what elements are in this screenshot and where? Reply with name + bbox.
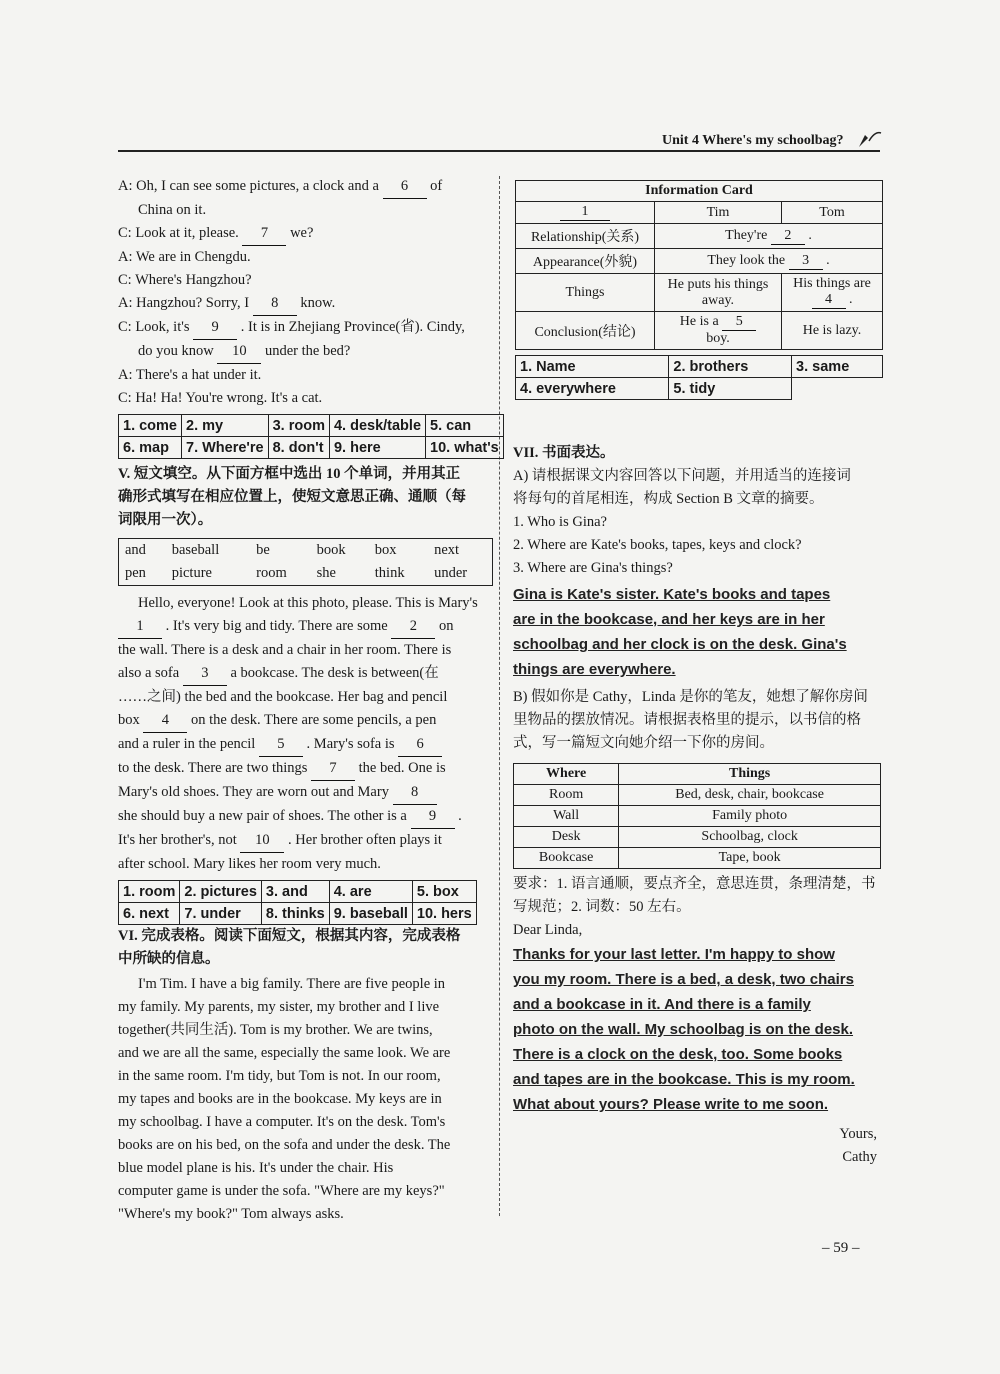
answer-blank: 4 bbox=[143, 709, 187, 733]
line-text: . It's very big and tidy. There are some bbox=[162, 618, 392, 634]
section-5 bbox=[118, 463, 493, 925]
passage-line bbox=[118, 805, 493, 829]
passage-line bbox=[118, 709, 493, 733]
card-things-label: Things bbox=[516, 274, 655, 312]
answer-blank: 3 bbox=[183, 662, 227, 686]
table-cell: Desk bbox=[514, 827, 619, 848]
letter-line: you my room. There is a bed, a desk, two chairs bbox=[513, 971, 854, 988]
dialogue-line bbox=[118, 199, 493, 222]
answer-cell: 10. what's bbox=[426, 437, 504, 459]
line-text: the bed. One is bbox=[355, 760, 446, 776]
word-box-word: picture bbox=[171, 565, 212, 581]
answer-cell: 5. tidy bbox=[669, 378, 792, 400]
passage-line: books are on his bed, on the sofa and under the desk. The bbox=[118, 1137, 451, 1153]
card-appearance-text: They look the bbox=[707, 252, 789, 268]
handwritten-answer-line: schoolbag and her clock is on the desk. Gina's bbox=[513, 636, 847, 653]
line-text: C: Look at it, please. bbox=[118, 225, 243, 241]
line-text: Mary's old shoes. They are worn out and Mary bbox=[118, 784, 393, 800]
answer-cell: 2. pictures bbox=[180, 881, 262, 903]
section-5-title-2: 确形式填写在相应位置上，使短文意思正确、通顺（每 bbox=[118, 489, 466, 505]
table-row bbox=[514, 806, 881, 827]
handwritten-answer-line: are in the bookcase, and her keys are in her bbox=[513, 611, 825, 628]
passage-line bbox=[118, 853, 493, 876]
line-text: A: Oh, I can see some pictures, a clock and a bbox=[118, 178, 383, 194]
running-header: Unit 4 Where's my schoolbag? bbox=[662, 133, 844, 148]
passage-line bbox=[118, 615, 493, 639]
table-cell: Bed, desk, chair, bookcase bbox=[619, 785, 881, 806]
line-text: of bbox=[426, 178, 443, 194]
section-5-title-3: 词限用一次）。 bbox=[118, 512, 213, 528]
word-box bbox=[118, 538, 493, 586]
answer-cell: 4. everywhere bbox=[516, 378, 669, 400]
line-text: C: Where's Hangzhou? bbox=[118, 272, 252, 288]
dialogue-line bbox=[118, 387, 493, 410]
card-conclusion-label: Conclusion(结论) bbox=[516, 312, 655, 350]
table-header: Things bbox=[619, 764, 881, 785]
answer-blank: 8 bbox=[393, 781, 437, 805]
answer-cell: 1. come bbox=[119, 415, 182, 437]
passage-line: "Where's my book?" Tom always asks. bbox=[118, 1206, 344, 1222]
line-text: under the bed? bbox=[261, 343, 351, 359]
word-box-word: be bbox=[256, 542, 270, 558]
section-6-answer-table bbox=[515, 355, 883, 400]
passage-line bbox=[118, 757, 493, 781]
answer-blank: 5 bbox=[259, 733, 303, 757]
letter-line: Thanks for your last letter. I'm happy to show bbox=[513, 946, 835, 963]
answer-cell: 1. room bbox=[119, 881, 180, 903]
answer-cell: 9. baseball bbox=[329, 903, 412, 925]
line-text: . Her brother often plays it bbox=[284, 832, 442, 848]
passage-line: I'm Tim. I have a big family. There are five people in bbox=[138, 976, 446, 992]
instruction-line: 式，写一篇短文向她介绍一下你的房间。 bbox=[513, 735, 774, 751]
answer-cell: 2. my bbox=[182, 415, 269, 437]
answer-cell: 3. same bbox=[792, 356, 883, 378]
answer-blank: 10 bbox=[240, 829, 284, 853]
dialogue-line bbox=[118, 175, 493, 199]
line-text: also a sofa bbox=[118, 665, 183, 681]
card-things-tom: His things are bbox=[793, 276, 871, 291]
passage-line: and we are all the same, especially the same look. We are bbox=[118, 1045, 451, 1061]
line-text: after school. Mary likes her room very much. bbox=[118, 856, 381, 872]
word-box-word: baseball bbox=[171, 542, 220, 558]
dialogue-line bbox=[118, 269, 493, 292]
requirement-line: 写规范；2. 词数：50 左右。 bbox=[513, 899, 691, 915]
line-text: China on it. bbox=[138, 202, 207, 218]
answer-cell: 6. map bbox=[119, 437, 182, 459]
word-box-word: pen bbox=[125, 565, 146, 581]
passage-line: my schoolbag. I have a computer. It's on the desk. Tom's bbox=[118, 1114, 446, 1130]
table-row bbox=[514, 848, 881, 869]
line-text: and a ruler in the pencil bbox=[118, 736, 259, 752]
passage-line: blue model plane is his. It's under the chair. His bbox=[118, 1160, 394, 1176]
section-6-title-2: 中所缺的信息。 bbox=[118, 951, 220, 967]
passage-line: in the same room. I'm tidy, but Tom is not. In our room, bbox=[118, 1068, 441, 1084]
answer-cell: 8. don't bbox=[268, 437, 329, 459]
section-6-title: VI. 完成表格。阅读下面短文，根据其内容，完成表格 bbox=[118, 928, 461, 944]
table-row bbox=[514, 827, 881, 848]
card-title: Information Card bbox=[516, 181, 883, 202]
table-cell: Wall bbox=[514, 806, 619, 827]
answer-blank: 7 bbox=[242, 222, 286, 246]
answer-blank: 6 bbox=[398, 733, 442, 757]
passage-line: computer game is under the sofa. "Where are my keys?" bbox=[118, 1183, 445, 1199]
line-text: a bookcase. The desk is between(在 bbox=[226, 665, 439, 681]
table-cell: Room bbox=[514, 785, 619, 806]
answer-blank: 1 bbox=[118, 615, 162, 639]
answer-cell: 7. under bbox=[180, 903, 262, 925]
dialogue-line bbox=[118, 316, 493, 340]
header-rule bbox=[118, 150, 880, 152]
passage-line bbox=[118, 829, 493, 853]
passage-line: my tapes and books are in the bookcase. My keys are in bbox=[118, 1091, 442, 1107]
dialogue-answer-table bbox=[118, 414, 504, 459]
instruction-line: 里物品的摆放情况。请根据表格里的提示，以书信的格 bbox=[513, 712, 861, 728]
passage-line bbox=[118, 662, 493, 686]
card-conclusion-tim: He is a bbox=[679, 314, 723, 329]
page-number: – 59 – bbox=[822, 1240, 860, 1256]
pen-icon bbox=[857, 129, 883, 149]
section-5-answer-table bbox=[118, 880, 477, 925]
answer-cell: 6. next bbox=[119, 903, 180, 925]
instruction-line: 将每句的首尾相连，构成 Section B 文章的摘要。 bbox=[513, 491, 824, 507]
room-things-table bbox=[513, 763, 881, 869]
dialogue-line bbox=[118, 246, 493, 269]
line-text: C: Ha! Ha! You're wrong. It's a cat. bbox=[118, 390, 323, 406]
letter-line: and a bookcase in it. And there is a family bbox=[513, 996, 811, 1013]
question: 1. Who is Gina? bbox=[513, 514, 607, 530]
letter-closing: Yours, bbox=[839, 1126, 877, 1142]
card-things-tim: He puts his things away. bbox=[655, 274, 782, 312]
line-text: to the desk. There are two things bbox=[118, 760, 312, 776]
table-cell: Bookcase bbox=[514, 848, 619, 869]
letter-line: photo on the wall. My schoolbag is on the desk. bbox=[513, 1021, 854, 1038]
instruction-line: B) 假如你是 Cathy，Linda 是你的笔友，她想了解你房间 bbox=[513, 689, 868, 705]
card-relationship-text: They're bbox=[725, 227, 771, 243]
answer-cell: 5. box bbox=[412, 881, 476, 903]
answer-cell: 8. thinks bbox=[261, 903, 329, 925]
line-text: Hello, everyone! Look at this photo, please. This is Mary's bbox=[138, 595, 478, 611]
answer-cell: 4. desk/table bbox=[329, 415, 425, 437]
section-7 bbox=[513, 442, 885, 1169]
passage-line: together(共同生活). Tom is my brother. We are twins, bbox=[118, 1022, 433, 1038]
answer-cell: 3. room bbox=[268, 415, 329, 437]
letter-line: There is a clock on the desk, too. Some books bbox=[513, 1046, 843, 1063]
question: 3. Where are Gina's things? bbox=[513, 560, 673, 576]
dialogue-line bbox=[118, 340, 493, 364]
card-tom: Tom bbox=[782, 202, 883, 224]
answer-blank: 9 bbox=[411, 805, 455, 829]
answer-cell: 1. Name bbox=[516, 356, 669, 378]
handwritten-answer-line: things are everywhere. bbox=[513, 661, 676, 678]
letter-greeting: Dear Linda, bbox=[513, 922, 583, 938]
passage-line bbox=[118, 733, 493, 757]
card-conclusion-tim-2: boy. bbox=[706, 331, 730, 346]
information-card: Information Card 1 Tim Tom Relationship(关系) They're 2 . Appearance(外貌) They look the 3 . Things He puts his things away. His things are 4 . Conclusion(结论) He is a 5 boy. He is lazy. 1. Name 2. brothers 3. same 4. everywhere 5. tidy bbox=[515, 180, 883, 400]
letter-line: and tapes are in the bookcase. This is my room. bbox=[513, 1071, 855, 1088]
answer-blank: 2 bbox=[391, 615, 435, 639]
card-tim: Tim bbox=[655, 202, 782, 224]
line-text: she should buy a new pair of shoes. The other is a bbox=[118, 808, 411, 824]
answer-cell: 2. brothers bbox=[669, 356, 792, 378]
handwritten-answer-line: Gina is Kate's sister. Kate's books and tapes bbox=[513, 586, 831, 603]
table-cell: Family photo bbox=[619, 806, 881, 827]
answer-blank: 9 bbox=[193, 316, 237, 340]
line-text: on bbox=[435, 618, 454, 634]
word-box-word: room bbox=[256, 565, 287, 581]
line-text: A: We are in Chengdu. bbox=[118, 249, 251, 265]
answer-cell: 3. and bbox=[261, 881, 329, 903]
line-text: know. bbox=[296, 295, 336, 311]
section-5-title: V. 短文填空。从下面方框中选出 10 个单词，并用其正 bbox=[118, 466, 461, 482]
word-box-word: think bbox=[374, 565, 405, 581]
card-appearance-label: Appearance(外貌) bbox=[516, 249, 655, 274]
passage-line: my family. My parents, my sister, my brother and I live bbox=[118, 999, 440, 1015]
dialogue-line bbox=[118, 292, 493, 316]
card-blank-5: 5 bbox=[722, 314, 756, 331]
letter-line: What about yours? Please write to me soon. bbox=[513, 1096, 829, 1113]
answer-cell: 9. here bbox=[329, 437, 425, 459]
line-text: . bbox=[454, 808, 462, 824]
card-relationship-label: Relationship(关系) bbox=[516, 224, 655, 249]
answer-blank: 6 bbox=[383, 175, 427, 199]
card-blank-2: 2 bbox=[771, 228, 805, 245]
table-header: Where bbox=[514, 764, 619, 785]
card-conclusion-tom: He is lazy. bbox=[782, 312, 883, 350]
line-text: we? bbox=[286, 225, 314, 241]
table-row bbox=[514, 785, 881, 806]
passage-line bbox=[118, 686, 493, 709]
line-text: do you know bbox=[138, 343, 218, 359]
letter-signature: Cathy bbox=[842, 1149, 877, 1165]
passage-line bbox=[118, 592, 493, 615]
word-box-word: she bbox=[316, 565, 336, 581]
column-divider bbox=[499, 176, 500, 1216]
answer-blank: 7 bbox=[311, 757, 355, 781]
table-cell: Tape, book bbox=[619, 848, 881, 869]
line-text: A: Hangzhou? Sorry, I bbox=[118, 295, 253, 311]
dialogue-line bbox=[118, 364, 493, 387]
word-box-word: book bbox=[316, 542, 346, 558]
section-7-title: VII. 书面表达。 bbox=[513, 445, 615, 461]
line-text: It's her brother's, not bbox=[118, 832, 241, 848]
word-box-word: and bbox=[125, 542, 146, 558]
requirement-line: 要求：1. 语言通顺，要点齐全，意思连贯，条理清楚，书 bbox=[513, 876, 876, 892]
dialogue-line bbox=[118, 222, 493, 246]
line-text: ……之间) the bed and the bookcase. Her bag and pencil bbox=[118, 689, 448, 705]
line-text: . It is in Zhejiang Province(省). Cindy, bbox=[237, 319, 465, 335]
answer-blank: 8 bbox=[253, 292, 297, 316]
line-text: box bbox=[118, 712, 144, 728]
passage-line bbox=[118, 781, 493, 805]
word-box-word: next bbox=[434, 542, 460, 558]
line-text: C: Look, it's bbox=[118, 319, 194, 335]
answer-cell: 4. are bbox=[329, 881, 412, 903]
passage-line bbox=[118, 639, 493, 662]
answer-cell: 7. Where're bbox=[182, 437, 269, 459]
dialogue bbox=[118, 175, 499, 459]
instruction-line: A) 请根据课文内容回答以下问题，并用适当的连接词 bbox=[513, 468, 851, 484]
card-blank-1: 1 bbox=[560, 204, 610, 221]
answer-cell: 5. can bbox=[426, 415, 504, 437]
line-text: A: There's a hat under it. bbox=[118, 367, 262, 383]
line-text: the wall. There is a desk and a chair in her room. There is bbox=[118, 642, 452, 658]
word-box-word: under bbox=[434, 565, 468, 581]
word-box-word: box bbox=[374, 542, 397, 558]
question: 2. Where are Kate's books, tapes, keys and clock? bbox=[513, 537, 802, 553]
line-text: on the desk. There are some pencils, a pen bbox=[187, 712, 437, 728]
card-blank-4: 4 bbox=[812, 292, 846, 309]
table-cell: Schoolbag, clock bbox=[619, 827, 881, 848]
answer-cell: 10. hers bbox=[412, 903, 476, 925]
answer-blank: 10 bbox=[217, 340, 261, 364]
section-6 bbox=[118, 925, 493, 1226]
line-text: . Mary's sofa is bbox=[302, 736, 399, 752]
card-blank-3: 3 bbox=[789, 253, 823, 270]
